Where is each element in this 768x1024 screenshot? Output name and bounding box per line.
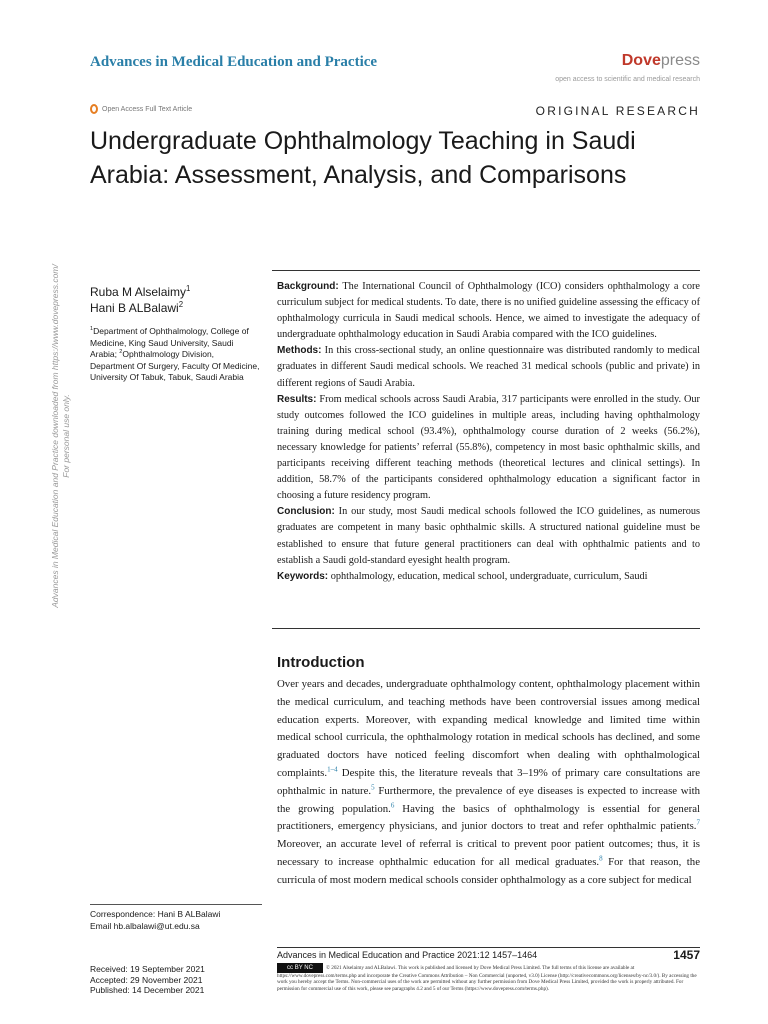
footer-rule xyxy=(277,947,700,948)
open-access-label xyxy=(90,104,192,114)
author: Hani B ALBalawi$^2$ xyxy=(90,300,184,315)
open-access-icon xyxy=(90,104,98,114)
abstract-methods: Methods: In this cross-sectional study, an online questionnaire was distributed randomly to medical graduates in different Saudi medical schools. We reached 31 medical schools (public and private) in different regions of Saudi Arabia. xyxy=(277,345,700,389)
introduction-heading: Introduction xyxy=(277,654,365,671)
publisher-logo xyxy=(622,52,700,70)
author: Ruba M Alselaimy$^1$ xyxy=(90,284,191,299)
affiliations: $^1$Department of Ophthalmology, College of Medicine, King Saud University, Saudi Arabia; $^2$Ophthalmology Division, Department Of Surgery, Faculty Of Medicine, University Of Tabuk, Tabuk, Saudi Arabia xyxy=(90,326,260,382)
introduction-body: Over years and decades, undergraduate ophthalmology content, ophthalmology placement within the medical curriculum, and teaching methods have been controversial issues among medical education experts. Moreover, with expanding medical knowledge and limited time within medical school curricula, the ophthalmology rotation in medical schools has declined, and some graduated doctors have noticed feeling discomfort when dealing with ophthalmological complaints.$^{1-4}$ Despite this, the literature reveals that 3–19% of primary care consultations are ophthalmic in nature.$^5$ Furthermore, the prevalence of eye diseases is expected to increase with the growing population.$^6$ Having the basics of ophthalmology is essential for general practitioners, emergency physicians, and junior doctors to treat and refer ophthalmic patients.$^7$ Moreover, an accurate level of referral is critical to prevent poor patient outcomes; thus, it is necessary to increase ophthalmic education for all medical graduates.$^8$ For that reason, the curricula of most modern medical schools consider ophthalmology as a core subject for medical xyxy=(277,678,700,886)
watermark-line-2: For personal use only. xyxy=(61,394,71,478)
correspondence xyxy=(90,908,220,932)
citation-link[interactable]: 6 xyxy=(390,800,395,809)
abstract-bottom-rule xyxy=(272,628,700,629)
abstract-results: Results: From medical schools across Saudi Arabia, 317 participants were enrolled in the study. Our study outcomes followed the ICO guidelines in multiple areas, including having ophthalmology training during medical school (93.4%), ophthalmology course duration of 2 weeks (56.2%), necessary knowledge for patients’ referral (55.8%), competency in most basic ophthalmic skills, and participants receiving different teaching methods (theoretical lectures and clinical settings). In addition, 58.7% of the participants considered ophthalmology education a significant factor in choosing a future residency program. xyxy=(277,393,700,502)
publication-dates xyxy=(90,964,205,996)
open-access-text: Open Access Full Text Article xyxy=(102,105,193,113)
brand-main: Dove xyxy=(621,52,661,69)
license-text: cc BY NC © 2021 Alselaimy and ALBalawi. This work is published and licensed by Dove Medical Press Limited. The full terms of this license are available at https://www.dovepress.com/terms.php and incorporate the Creative Commons Attribution – Non Commercial (unported, v3.0) License (http://creativecommons.org/licenses/by-nc/3.0/). By accessing the work you hereby accept the Terms. Non-commercial uses of the work are permitted without any further permission from Dove Medical Press Limited, provided the work is properly attributed. For permission for commercial use of this work, please see paragraphs 4.2 and 5 of our Terms (https://www.dovepress.com/terms.php). xyxy=(277,965,697,992)
abstract-keywords: Keywords: ophthalmology, education, medical school, undergraduate, curriculum, Saudi xyxy=(277,570,648,582)
abstract-top-rule xyxy=(272,270,700,271)
article-type: ORIGINAL RESEARCH xyxy=(535,104,700,118)
journal-name: Advances in Medical Education and Practice xyxy=(90,54,378,70)
publisher-tagline: open access to scientific and medical research xyxy=(555,76,700,83)
citation-link[interactable]: 7 xyxy=(696,818,700,827)
correspondence-name: Correspondence: Hani B ALBalawi xyxy=(90,909,221,919)
citation-link[interactable]: 1–4 xyxy=(327,765,338,774)
date-received: Received: 19 September 2021 xyxy=(90,964,205,974)
download-watermark xyxy=(30,236,70,636)
author-list xyxy=(90,284,190,316)
watermark-line-1: Advances in Medical Education and Practice downloaded from https://www.dovepress.com/ xyxy=(50,264,60,608)
citation-link[interactable]: 8 xyxy=(599,854,603,863)
correspondence-email[interactable]: Email hb.albalawi@ut.edu.sa xyxy=(90,921,200,931)
cc-license-icon[interactable]: cc BY NC xyxy=(277,963,323,973)
footer-citation: Advances in Medical Education and Practice 2021:12 1457–1464 xyxy=(277,950,538,960)
abstract-background: Background: The International Council of Ophthalmology (ICO) considers ophthalmology a core curriculum subject for medical students. To date, there is no unified guideline assessing the efficacy of ophthalmology curricula in Saudi medical schools. Hence, we aimed to investigate the adequacy of undergraduate ophthalmology education in Saudi Arabia compared with the ICO guidelines. xyxy=(277,281,700,341)
correspondence-rule xyxy=(90,904,262,905)
date-published: Published: 14 December 2021 xyxy=(90,985,205,995)
citation-link[interactable]: 5 xyxy=(371,783,375,792)
article-title: Undergraduate Ophthalmology Teaching in Saudi Arabia: Assessment, Analysis, and Comparisons xyxy=(90,127,636,189)
brand-press: press xyxy=(660,52,700,69)
abstract-conclusion: Conclusion: In our study, most Saudi medical schools followed the ICO guidelines, as numerous graduates are competent in many basic ophthalmic skills. A structured national guideline must be established to ensure that future general practitioners can deal with ophthalmic patients and to establish a Saudi gold-standard eyesight health program. xyxy=(277,506,700,566)
page-number: 1457 xyxy=(673,948,700,962)
date-accepted: Accepted: 29 November 2021 xyxy=(90,974,203,985)
abstract xyxy=(277,279,700,585)
